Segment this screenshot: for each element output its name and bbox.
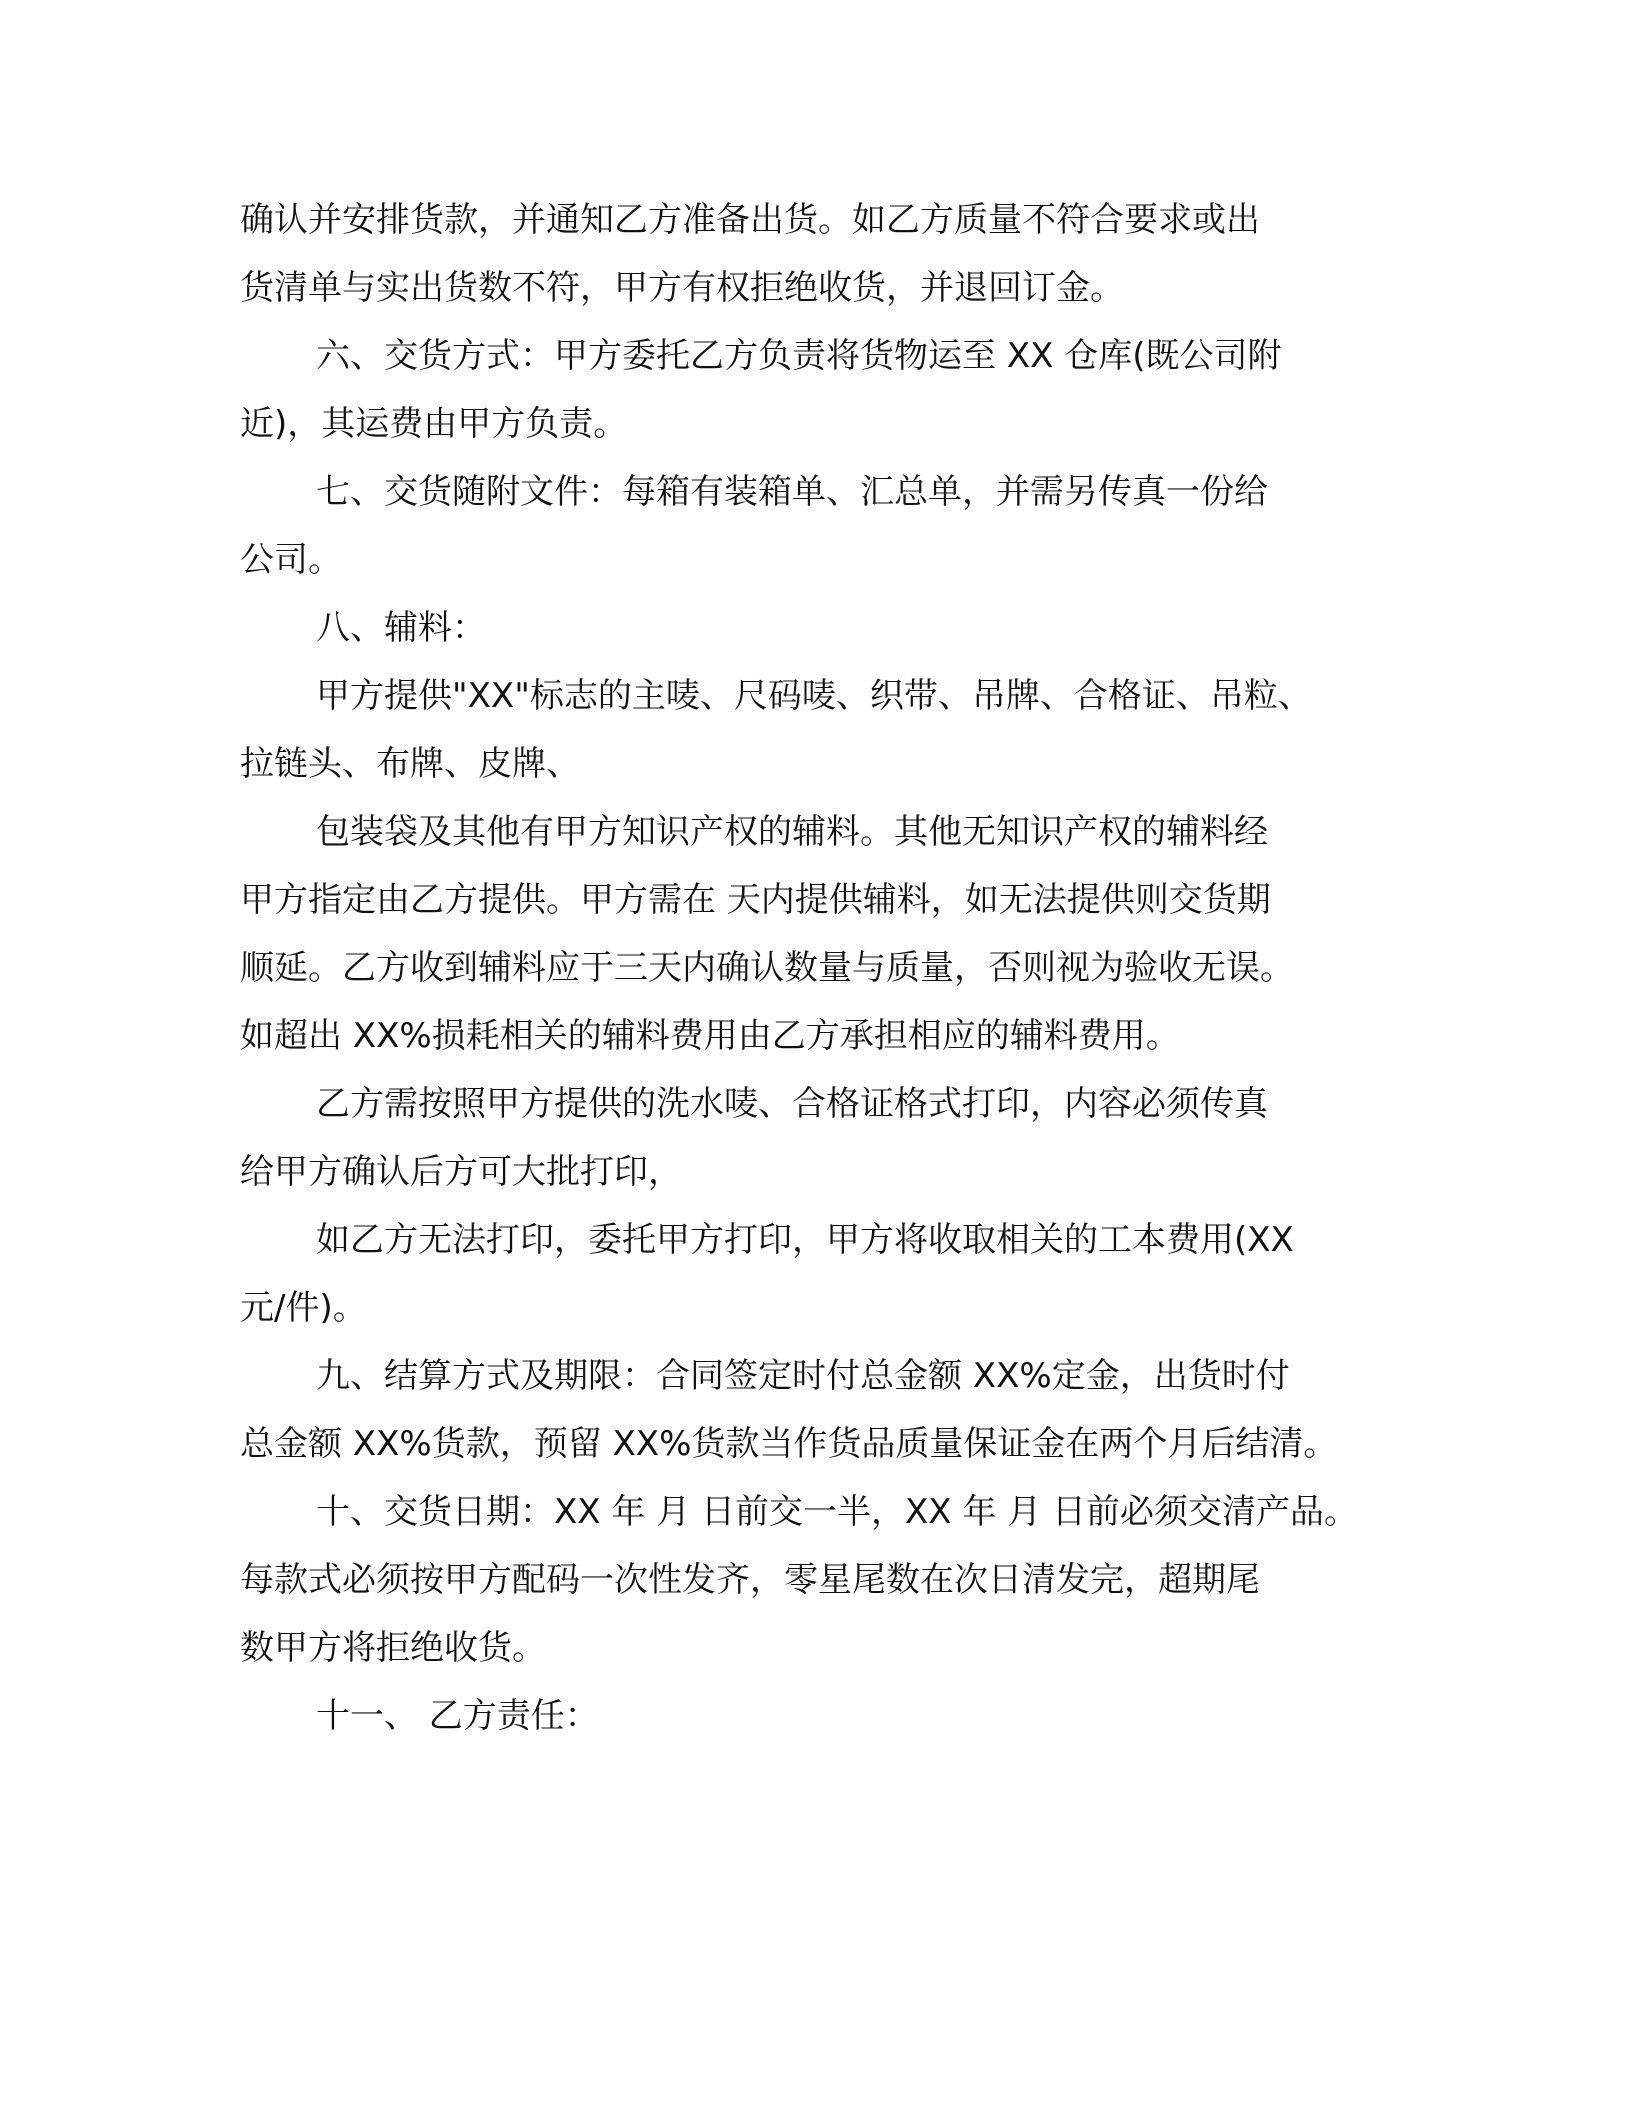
text-line: 拉链头、布牌、皮牌、 (240, 744, 580, 784)
text-line: 确认并安排货款，并通知乙方准备出货。如乙方质量不符合要求或出 (240, 200, 1260, 240)
document-body (240, 186, 1420, 1750)
text-line: 近)，其运费由甲方负责。 (240, 404, 628, 444)
text-line: 公司。 (240, 540, 342, 580)
text-line: 货清单与实出货数不符，甲方有权拒绝收货，并退回订金。 (240, 268, 1124, 308)
clause-7-heading: 七、交货随附文件：每箱有装箱单、汇总单，并需另传真一份给 (316, 472, 1268, 512)
text-line: 甲方指定由乙方提供。甲方需在 天内提供辅料，如无法提供则交货期 (240, 880, 1271, 920)
text-line: 给甲方确认后方可大批打印， (240, 1152, 682, 1192)
text-line: 数甲方将拒绝收货。 (240, 1628, 546, 1668)
text-line: 乙方需按照甲方提供的洗水唛、合格证格式打印，内容必须传真 (316, 1084, 1268, 1124)
clause-9-heading: 九、结算方式及期限：合同签定时付总金额 XX%定金，出货时付 (316, 1356, 1290, 1396)
text-line: 如乙方无法打印，委托甲方打印，甲方将收取相关的工本费用(XX (316, 1220, 1294, 1260)
clause-8-heading: 八、辅料： (316, 608, 486, 648)
text-line: 包装袋及其他有甲方知识产权的辅料。其他无知识产权的辅料经 (316, 812, 1268, 852)
clause-6-heading: 六、交货方式：甲方委托乙方负责将货物运至 XX 仓库(既公司附 (316, 336, 1282, 376)
text-line: 元/件)。 (240, 1288, 367, 1328)
text-line: 顺延。乙方收到辅料应于三天内确认数量与质量，否则视为验收无误。 (240, 948, 1294, 988)
text-line: 总金额 XX%货款，预留 XX%货款当作货品质量保证金在两个月后结清。 (240, 1424, 1338, 1464)
text-line: 如超出 XX%损耗相关的辅料费用由乙方承担相应的辅料费用。 (240, 1016, 1180, 1056)
text-line: 每款式必须按甲方配码一次性发齐，零星尾数在次日清发完，超期尾 (240, 1560, 1260, 1600)
clause-10-heading: 十、交货日期：XX 年 月 日前交一半，XX 年 月 日前必须交清产品。 (316, 1492, 1359, 1532)
text-line: 甲方提供"XX"标志的主唛、尺码唛、织带、吊牌、合格证、吊粒、 (316, 676, 1312, 716)
clause-11-heading: 十一、 乙方责任： (316, 1696, 599, 1736)
